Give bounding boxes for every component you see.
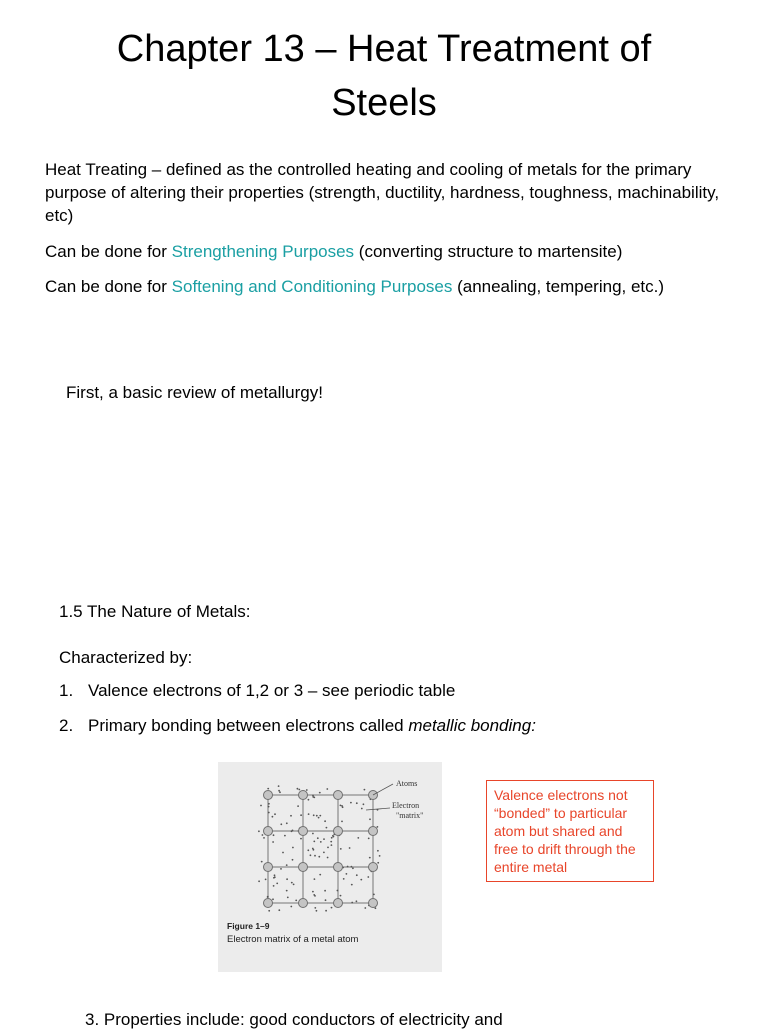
strengthening-suffix: (converting structure to martensite) (354, 242, 623, 261)
softening-prefix: Can be done for (45, 277, 172, 296)
electron-dot (312, 796, 314, 798)
electron-dot (260, 805, 262, 807)
electron-dot (369, 857, 371, 859)
electron-dot (291, 882, 293, 884)
electron-dot (342, 806, 344, 808)
electron-dot (286, 822, 288, 824)
list-item-2 (59, 715, 539, 737)
electron-matrix-figure (218, 762, 442, 972)
electron-dot (368, 838, 370, 840)
electron-dot (319, 815, 321, 817)
electron-dot (310, 854, 312, 856)
electron-dot (377, 826, 379, 828)
list-number-2: 2. (59, 716, 74, 735)
electron-dot (320, 841, 322, 843)
figure-caption-text: Electron matrix of a metal atom (227, 934, 359, 945)
electron-dot (280, 868, 282, 870)
electron-dot (274, 876, 276, 878)
list-item-1 (59, 680, 539, 702)
electron-dot (313, 841, 315, 843)
electron-matrix-diagram (218, 762, 442, 972)
electron-dot (364, 789, 366, 791)
atom-circle (299, 827, 308, 836)
electron-dot (324, 890, 326, 892)
electron-dot (307, 849, 309, 851)
atom-circle (369, 863, 378, 872)
electron-dot (300, 838, 302, 840)
list-text-2 (88, 715, 539, 737)
characterized-label: Characterized by: (59, 648, 193, 667)
electron-dot (262, 834, 264, 836)
electron-dot (287, 897, 289, 899)
electron-dot (361, 808, 363, 810)
electron-dot (268, 910, 270, 912)
electron-dot (363, 803, 365, 805)
list-text-2-emphasis: metallic bonding: (408, 716, 536, 735)
electron-dot (351, 884, 353, 886)
atom-circle (299, 791, 308, 800)
electron-dot (313, 894, 315, 896)
electron-dot (263, 837, 265, 839)
electron-dot (272, 841, 274, 843)
electron-dot (351, 866, 353, 868)
electron-dot (314, 907, 316, 909)
electron-dot (267, 788, 269, 790)
electron-dot (347, 866, 349, 868)
electron-dot (290, 815, 292, 817)
electron-dot (318, 817, 320, 819)
strengthening-highlight: Strengthening Purposes (171, 242, 355, 261)
electron-dot (332, 835, 334, 837)
callout-box: Valence electrons not “bonded” to particular atom but shared and free to drift through the entire metal (486, 780, 654, 882)
electron-dot (373, 894, 375, 896)
electron-dot (364, 907, 366, 909)
softening-paragraph (45, 275, 725, 298)
atom-circle (334, 863, 343, 872)
atom-circle (369, 899, 378, 908)
electron-dot (323, 838, 325, 840)
electron-dot (356, 900, 358, 902)
electron-dot (330, 841, 332, 843)
electron-dot (324, 820, 326, 822)
electron-dot (331, 837, 333, 839)
electron-dot (356, 874, 358, 876)
atom-circle (264, 863, 273, 872)
electron-dot (286, 864, 288, 866)
electron-dot (290, 906, 292, 908)
electron-dot (325, 910, 327, 912)
electron-dot (367, 876, 369, 878)
electron-dot (331, 844, 333, 846)
page-title (0, 22, 768, 130)
electron-dot (352, 867, 354, 869)
softening-highlight: Softening and Conditioning Purposes (171, 277, 453, 296)
electron-dot (316, 815, 318, 817)
electron-dot (327, 847, 329, 849)
electron-dot (351, 902, 353, 904)
electron-dot (326, 788, 328, 790)
electron-dot (313, 814, 315, 816)
electron-dot (341, 821, 343, 823)
electron-dot (340, 805, 342, 807)
electron-dot (377, 850, 379, 852)
atom-circle (334, 791, 343, 800)
electron-dot (276, 883, 278, 885)
electron-dot (377, 862, 379, 864)
electron-dot (379, 855, 381, 857)
electron-dot (306, 789, 308, 791)
review-text: First, a basic review of metallurgy! (66, 383, 323, 402)
softening-suffix: (annealing, tempering, etc.) (452, 277, 665, 296)
section-heading: 1.5 The Nature of Metals: (59, 602, 251, 621)
electron-dot (292, 847, 294, 849)
atom-circle (299, 899, 308, 908)
electron-dot (357, 837, 359, 839)
atom-circle (264, 899, 273, 908)
electron-dot (369, 818, 371, 820)
electron-dot (258, 880, 260, 882)
electron-dot (300, 814, 302, 816)
electron-dot (279, 791, 281, 793)
strengthening-paragraph (45, 240, 725, 263)
electron-dot (272, 816, 274, 818)
electron-dot (319, 874, 321, 876)
electron-dots (258, 785, 381, 912)
electron-dot (349, 847, 351, 849)
electron-dot (331, 907, 333, 909)
definition-paragraph: Heat Treating – defined as the controlled heating and cooling of metals for the primary purpose of altering their properties (strength, ductility, hardness, toughness, machinability, etc) (45, 160, 720, 225)
electron-dot (272, 898, 274, 900)
electron-dot (274, 874, 276, 876)
electron-dot (317, 837, 319, 839)
electron-dot (273, 885, 275, 887)
electron-dot (265, 879, 267, 881)
electron-dot (327, 857, 329, 859)
electron-dot (280, 823, 282, 825)
electron-dot (293, 884, 295, 886)
electron-dot (297, 805, 299, 807)
electron-dot (268, 812, 270, 814)
atom-circle (299, 863, 308, 872)
atom-circle (264, 791, 273, 800)
electron-dot (314, 878, 316, 880)
electron-dot (282, 852, 284, 854)
electron-dot (297, 788, 299, 790)
list-text-1: Valence electrons of 1,2 or 3 – see periodic table (88, 681, 456, 700)
atom-circle (369, 827, 378, 836)
electron-dot (278, 909, 280, 911)
electron-dot (340, 895, 342, 897)
electron-dot (268, 803, 270, 805)
atom-circle (334, 827, 343, 836)
electron-dot (337, 890, 339, 892)
atom-circle (264, 827, 273, 836)
title-line-1: Chapter 13 – Heat Treatment of (116, 28, 652, 70)
electron-dot (268, 806, 270, 808)
electron-dot (325, 899, 327, 901)
electron-dot (292, 859, 294, 861)
electron-dot (286, 878, 288, 880)
electron-dot (295, 900, 297, 902)
figure-label-electron: Electron (392, 801, 420, 810)
electron-dot (316, 910, 318, 912)
electron-dot (274, 813, 276, 815)
electron-dot (298, 789, 300, 791)
electron-dot (258, 830, 260, 832)
electron-dot (284, 835, 286, 837)
electron-dot (308, 799, 310, 801)
list-number-1: 1. (59, 681, 74, 700)
figure-caption-title: Figure 1–9 (227, 921, 270, 931)
electron-dot (323, 852, 325, 854)
figure-label-matrix: "matrix" (396, 811, 424, 820)
title-line-2: Steels (331, 82, 437, 124)
electron-dot (312, 891, 314, 893)
electron-dot (292, 830, 294, 832)
electron-dot (356, 802, 358, 804)
electron-dot (340, 848, 342, 850)
electron-dot (308, 813, 310, 815)
electron-dot (319, 792, 321, 794)
electron-dot (278, 785, 280, 787)
electron-dot (312, 833, 314, 835)
electron-dot (360, 879, 362, 881)
electron-dot (261, 861, 263, 863)
list-item-3: 3. Properties include: good conductors of electricity and (85, 1010, 503, 1029)
electron-dot (286, 890, 288, 892)
electron-dot (318, 856, 320, 858)
electron-dot (278, 790, 280, 792)
electron-dot (350, 802, 352, 804)
atom-circles (264, 791, 378, 908)
electron-dot (343, 878, 345, 880)
electron-dot (267, 896, 269, 898)
strengthening-prefix: Can be done for (45, 242, 172, 261)
electron-dot (273, 834, 275, 836)
lattice-grid (268, 795, 373, 903)
electron-dot (346, 873, 348, 875)
electron-dot (312, 848, 314, 850)
figure-label-atoms: Atoms (396, 779, 418, 788)
atom-circle (334, 899, 343, 908)
electron-dot (314, 855, 316, 857)
list-text-2-plain: Primary bonding between electrons called (88, 716, 409, 735)
electron-dot (326, 827, 328, 829)
